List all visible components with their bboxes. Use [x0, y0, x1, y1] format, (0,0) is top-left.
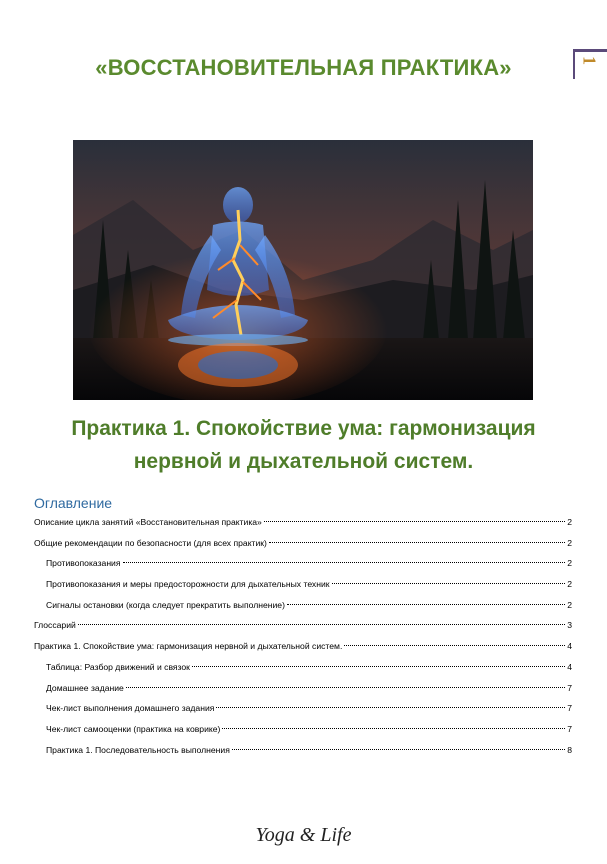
toc-entry[interactable] [34, 535, 572, 556]
toc-leader-dots [126, 687, 565, 688]
toc-entry-title: Чек-лист выполнения домашнего задания [46, 703, 215, 714]
toc-entry[interactable] [34, 721, 572, 742]
practice-subtitle [20, 412, 587, 478]
toc-entry-page: 2 [567, 579, 572, 590]
toc-entry[interactable] [34, 638, 572, 659]
subtitle-line-2: нервной и дыхательной систем. [133, 450, 474, 473]
toc-entry-page: 7 [567, 682, 572, 693]
document-title: «ВОССТАНОВИТЕЛЬНАЯ ПРАКТИКА» [95, 55, 512, 80]
footer-logo [0, 824, 607, 847]
toc-leader-dots [78, 624, 565, 625]
table-of-contents [34, 514, 572, 762]
toc-entry-title: Противопоказания [46, 558, 121, 569]
toc-entry-title: Домашнее задание [46, 682, 124, 693]
hero-image [73, 140, 533, 400]
toc-entry-page: 7 [567, 703, 572, 714]
toc-entry[interactable] [34, 576, 572, 597]
toc-entry[interactable] [34, 555, 572, 576]
toc-entry-title: Чек-лист самооценки (практика на коврике) [46, 723, 221, 734]
toc-entry-title: Практика 1. Спокойствие ума: гармонизация нервной и дыхательной систем. [34, 641, 343, 652]
toc-leader-dots [123, 562, 566, 563]
toc-leader-dots [192, 666, 565, 667]
toc-entry-title: Описание цикла занятий «Восстановительная практика» [34, 517, 262, 527]
toc-entry-page: 2 [567, 537, 572, 548]
toc-entry-title: Практика 1. Последовательность выполнения [46, 744, 230, 755]
toc-entry-title: Таблица: Разбор движений и связок [46, 661, 190, 672]
toc-leader-dots [287, 604, 565, 605]
toc-entry[interactable] [34, 514, 572, 535]
toc-entry-page: 7 [567, 723, 572, 734]
toc-leader-dots [332, 583, 566, 584]
toc-entry-title: Общие рекомендации по безопасности (для всех практик) [34, 537, 267, 548]
toc-entry[interactable] [34, 742, 572, 763]
toc-entry-title: Глоссарий [34, 620, 76, 631]
toc-entry[interactable] [34, 597, 572, 618]
toc-leader-dots [222, 728, 565, 729]
toc-entry-page: 2 [567, 517, 572, 527]
page-number: 1 [579, 56, 600, 65]
toc-leader-dots [216, 707, 565, 708]
toc-entry-page: 2 [567, 599, 572, 610]
toc-leader-dots [232, 749, 565, 750]
toc-entry-page: 3 [567, 620, 572, 631]
toc-entry-page: 8 [567, 744, 572, 755]
footer-logo-text: Yoga & Life [255, 824, 352, 846]
toc-heading: Оглавление [34, 495, 113, 511]
toc-entry[interactable] [34, 700, 572, 721]
toc-entry-page: 2 [567, 558, 572, 569]
toc-leader-dots [344, 645, 565, 646]
toc-entry-title: Противопоказания и меры предосторожности для дыхательных техник [46, 579, 330, 590]
toc-entry-page: 4 [567, 641, 572, 652]
toc-entry[interactable] [34, 617, 572, 638]
toc-leader-dots [264, 521, 565, 522]
toc-entry[interactable] [34, 659, 572, 680]
toc-entry[interactable] [34, 680, 572, 701]
meditation-figure-illustration [73, 140, 533, 400]
toc-entry-title: Сигналы остановки (когда следует прекратить выполнение) [46, 599, 285, 610]
toc-entry-page: 4 [567, 661, 572, 672]
subtitle-line-1: Практика 1. Спокойствие ума: гармонизация [71, 417, 536, 440]
toc-leader-dots [269, 542, 565, 543]
